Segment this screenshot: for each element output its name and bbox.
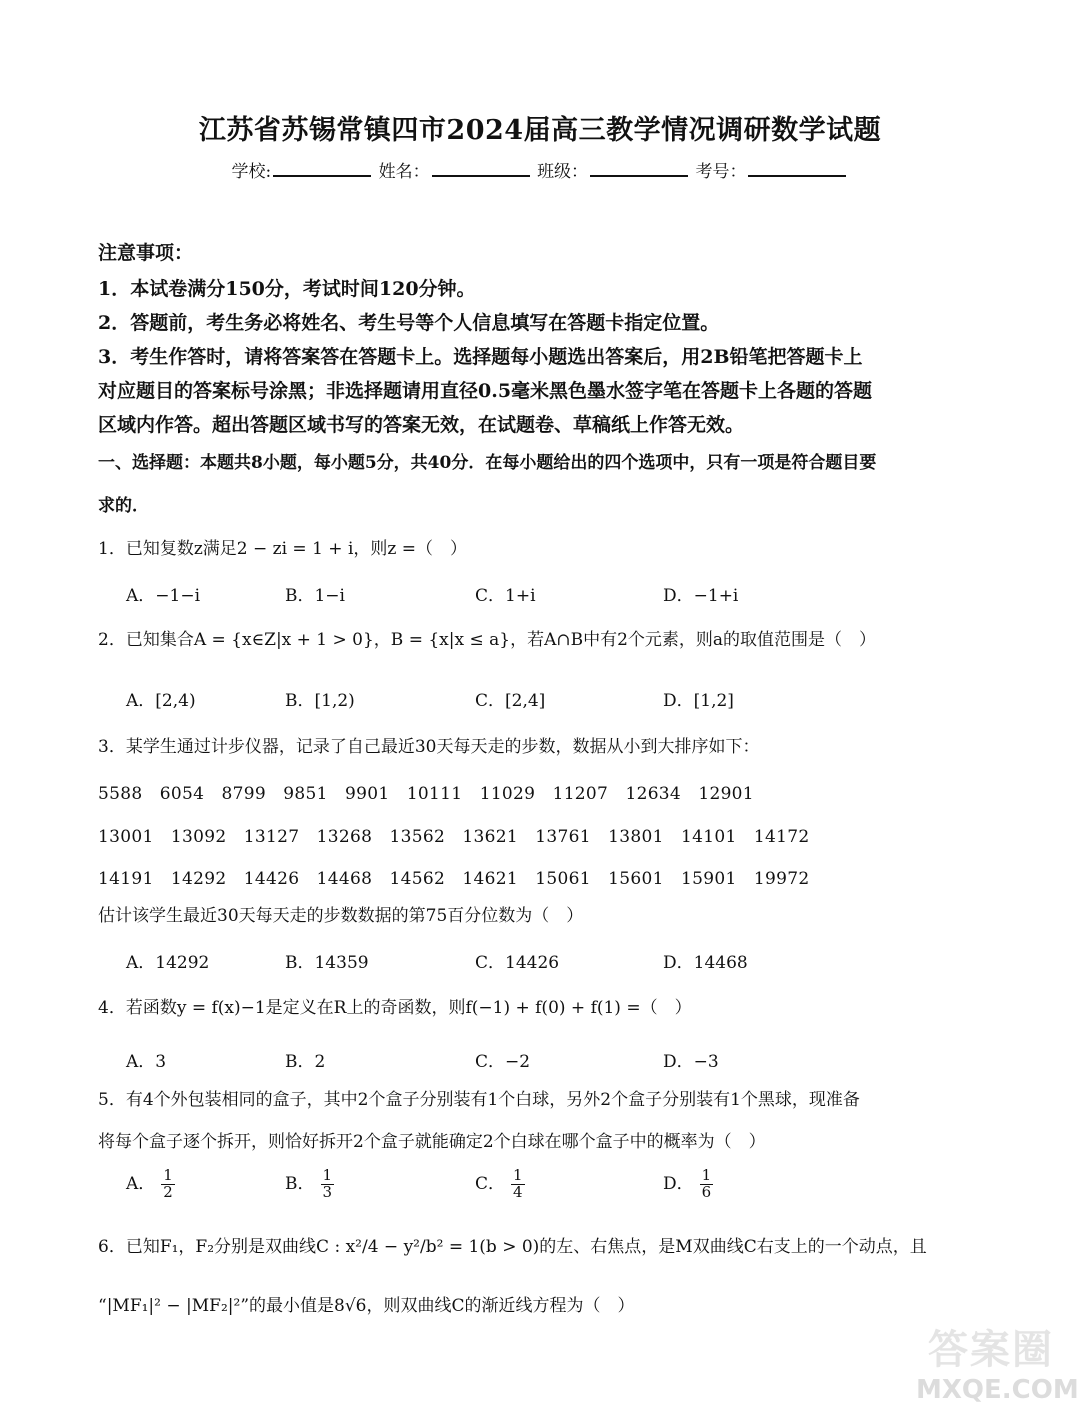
q5-option-a-denominator: 2 xyxy=(163,1182,173,1201)
q1-stem: 1．已知复数z满足2 − zi = 1 + i，则z =（ ） xyxy=(98,539,467,559)
q5-option-c-denominator: 4 xyxy=(513,1182,523,1201)
q3-option-c: C．14426 xyxy=(475,953,560,973)
q5-option-d-fraction xyxy=(700,1168,714,1201)
q3-question: 估计该学生最近30天每天走的步数数据的第75百分位数为（ ） xyxy=(98,906,584,926)
q3-data-row-2: 13001 13092 13127 13268 13562 13621 13761 13801 14101 14172 xyxy=(98,827,810,847)
q5-option-b-fraction xyxy=(321,1168,335,1201)
q4-stem: 4．若函数y = f(x)−1是定义在R上的奇函数，则f(−1) + f(0) + f(1) =（ ） xyxy=(98,998,692,1018)
exam-no-blank xyxy=(748,161,846,177)
student-info-line xyxy=(0,157,1080,182)
q6-stem: 6．已知F₁，F₂分别是双曲线C : x²/4 − y²/b² = 1(b > 0)的左、右焦点，是M双曲线C右支上的一个动点，且 xyxy=(98,1237,927,1257)
q5-option-d-label: D． xyxy=(663,1173,694,1194)
q1-option-d: D．−1+i xyxy=(663,586,739,606)
q5-option-c-numerator: 1 xyxy=(513,1166,523,1184)
q2-stem: 2．已知集合A = {x∈Z|x + 1 > 0}，B = {x|x ≤ a}，若A∩B中有2个元素，则a的取值范围是（ ） xyxy=(98,630,877,650)
q5-option-d-numerator: 1 xyxy=(701,1166,712,1184)
notice-item-2: 2．答题前，考生务必将姓名、考生号等个人信息填写在答题卡指定位置。 xyxy=(98,312,720,334)
q5-option-a-fraction xyxy=(161,1168,175,1201)
notice-item-3-cont2: 区域内作答。超出答题区域书写的答案无效，在试题卷、草稿纸上作答无效。 xyxy=(98,414,745,436)
q5-option-c-fraction xyxy=(511,1168,525,1201)
notice-item-3: 3．考生作答时，请将答案答在答题卡上。选择题每小题选出答案后，用2B铅笔把答题卡上 xyxy=(98,346,863,368)
exam-no-label: 考号： xyxy=(695,162,747,182)
watermark-text: MXQE.COM xyxy=(916,1375,1079,1405)
q5-option-a-numerator: 1 xyxy=(163,1166,173,1184)
class-label: 班级： xyxy=(537,162,589,182)
q5-option-d-denominator: 6 xyxy=(701,1182,712,1201)
section-heading: 一、选择题：本题共8小题，每小题5分，共40分．在每小题给出的四个选项中，只有一项是符合题目要 xyxy=(98,453,877,473)
q1-option-b: B．1−i xyxy=(285,586,345,606)
q3-option-d: D．14468 xyxy=(663,953,748,973)
q5-option-b-label: B． xyxy=(285,1173,315,1194)
q2-option-c: C．[2,4] xyxy=(475,691,546,711)
q4-option-c: C．−2 xyxy=(475,1052,531,1072)
q2-option-d: D．[1,2] xyxy=(663,691,734,711)
q2-option-a: A．[2,4) xyxy=(126,691,196,711)
q5-stem: 5．有4个外包装相同的盒子，其中2个盒子分别装有1个白球，另外2个盒子分别装有1个黑球，现准备 xyxy=(98,1090,860,1110)
q5-option-b-denominator: 3 xyxy=(322,1182,333,1201)
q6-stem-cont: “|MF₁|² − |MF₂|²”的最小值是8√6，则双曲线C的渐近线方程为（ ） xyxy=(98,1296,635,1316)
class-blank xyxy=(590,161,688,177)
q2-option-b: B．[1,2) xyxy=(285,691,355,711)
q5-option-c-label: C． xyxy=(475,1173,506,1194)
q1-option-a: A．−1−i xyxy=(126,586,201,606)
page-title: 江苏省苏锡常镇四市2024届高三教学情况调研数学试题 xyxy=(198,115,882,146)
q3-data-row-1: 5588 6054 8799 9851 9901 10111 11029 11207 12634 12901 xyxy=(98,784,754,804)
q1-option-c: C．1+i xyxy=(475,586,536,606)
q5-option-b xyxy=(285,1168,334,1201)
name-blank xyxy=(432,161,530,177)
q5-option-c xyxy=(475,1168,525,1201)
watermark-logo: 答案圈 xyxy=(928,1327,1054,1373)
section-heading-cont: 求的． xyxy=(98,496,149,516)
notice-heading: 注意事项： xyxy=(98,242,194,264)
school-blank xyxy=(273,161,371,177)
name-label: 姓名： xyxy=(378,162,430,182)
q4-option-d: D．−3 xyxy=(663,1052,719,1072)
notice-item-1: 1．本试卷满分150分，考试时间120分钟。 xyxy=(98,278,476,300)
q4-option-a: A．3 xyxy=(126,1052,167,1072)
notice-item-3-cont: 对应题目的答案标号涂黑；非选择题请用直径0.5毫米黑色墨水签字笔在答题卡上各题的答题 xyxy=(98,380,873,402)
q5-option-a xyxy=(126,1168,175,1201)
school-label: 学校: xyxy=(231,162,272,182)
q4-option-b: B．2 xyxy=(285,1052,326,1072)
q5-option-d xyxy=(663,1168,713,1201)
q5-option-a-label: A． xyxy=(126,1173,156,1194)
q5-option-b-numerator: 1 xyxy=(322,1166,333,1184)
q3-stem: 3．某学生通过计步仪器，记录了自己最近30天每天走的步数，数据从小到大排序如下： xyxy=(98,737,760,757)
q3-option-b: B．14359 xyxy=(285,953,369,973)
q5-stem-cont: 将每个盒子逐个拆开，则恰好拆开2个盒子就能确定2个白球在哪个盒子中的概率为（ ） xyxy=(98,1132,766,1152)
q3-data-row-3: 14191 14292 14426 14468 14562 14621 15061 15601 15901 19972 xyxy=(98,869,810,889)
q3-option-a: A．14292 xyxy=(126,953,210,973)
watermark xyxy=(916,1318,1079,1405)
